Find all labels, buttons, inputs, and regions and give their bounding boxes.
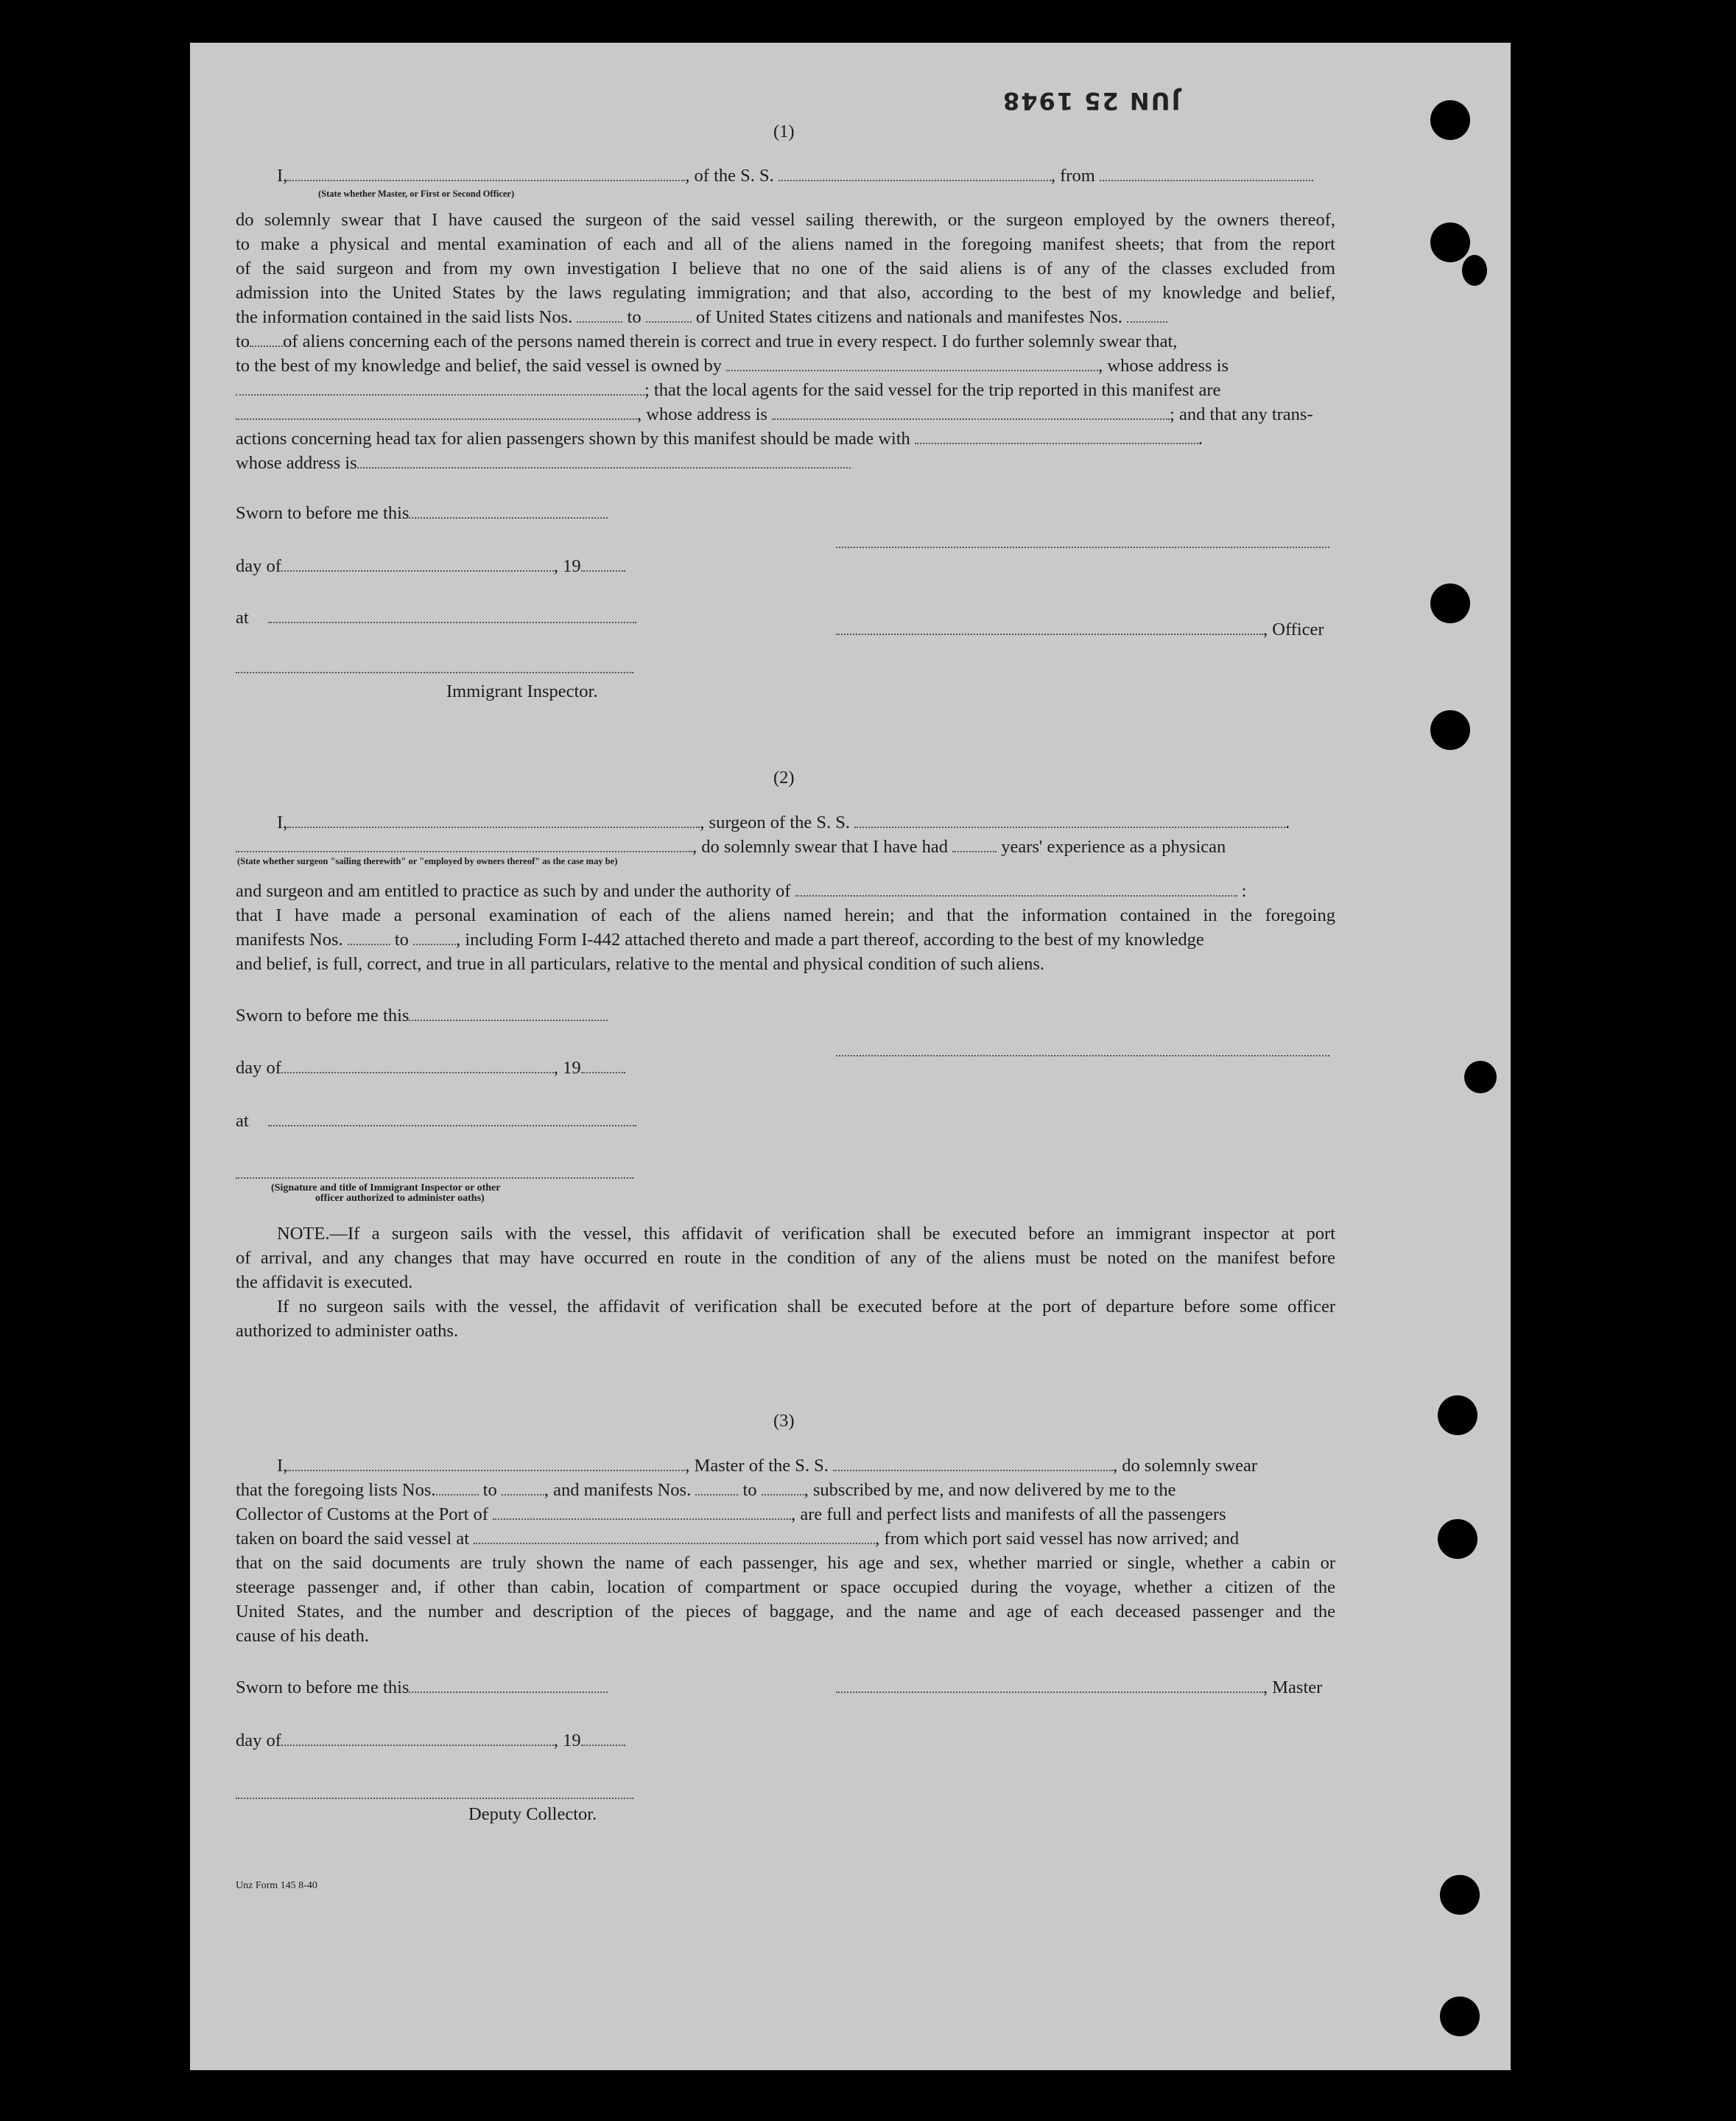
punch-hole <box>1430 710 1470 750</box>
s1-ss-label: , of the S. S. <box>685 166 774 186</box>
s1-officer-note: (State whether Master, or First or Second Officer) <box>318 189 515 199</box>
s1-text-line: do solemnly swear that I have caused the surgeon of the said vessel sailing therewith, or the surgeon employed by the owners thereof, <box>236 210 1335 230</box>
s3-deputy-label: Deputy Collector. <box>468 1804 597 1824</box>
s2-text-line: that I have made a personal examination of each of the aliens named herein; and that the information contained in the foregoing <box>236 905 1335 925</box>
s2-note-line: the affidavit is executed. <box>236 1272 413 1292</box>
date-stamp: JUN 25 1948 <box>1002 87 1181 115</box>
punch-hole <box>1440 1875 1480 1915</box>
s2-text-line: , including Form I-442 attached thereto and made a part thereof, according to the best of my knowledge <box>456 930 1204 950</box>
s3-text-line: United States, and the number and description of the pieces of baggage, and the name and age of each deceased passenger and the <box>236 1602 1335 1622</box>
s1-from-label: , from <box>1050 166 1095 186</box>
s1-at-label: at <box>236 608 249 628</box>
punch-hole <box>1438 1395 1477 1435</box>
punch-hole <box>1462 255 1487 286</box>
s2-surgeon-label: , surgeon of the S. S. <box>700 813 851 832</box>
s2-note-line: authorized to administer oaths. <box>236 1321 459 1341</box>
s1-text-line: of the said surgeon and from my own investigation I believe that no one of the said aliens is of any of the classes excluded from <box>236 259 1335 278</box>
punch-hole <box>1430 100 1470 140</box>
s3-port-label: Collector of Customs at the Port of <box>236 1504 488 1524</box>
s1-i-label: I, <box>277 166 288 186</box>
form-number: Unz Form 145 8-40 <box>236 1880 317 1891</box>
s1-text-line: the information contained in the said lists Nos. <box>236 307 573 327</box>
s3-dayof-label: day of <box>236 1731 281 1750</box>
s2-text-line: and belief, is full, correct, and true in all particulars, relative to the mental and physical condition of such aliens. <box>236 954 1045 974</box>
s2-surgeon-note: (State whether surgeon "sailing therewith" or "employed by owners thereof" as the case may be) <box>237 856 618 866</box>
s2-at-label: at <box>236 1111 249 1131</box>
s1-text-line: to make a physical and mental examination of each and all of the aliens named in the foregoing manifest sheets; that from the report <box>236 234 1335 254</box>
section-3-number: (3) <box>773 1411 795 1431</box>
s2-surgeon-signature-line <box>836 1055 1329 1056</box>
s3-taken-label: taken on board the said vessel at <box>236 1529 470 1549</box>
s2-authority-label: and surgeon and am entitled to practice as such by and under the authority of <box>236 881 791 901</box>
s1-text-line: of aliens concerning each of the persons named therein is correct and true in every respect. I do further solemnly swear that, <box>283 332 1178 351</box>
s3-master-label: , Master of the S. S. <box>685 1456 829 1476</box>
s2-inspector-signature-line <box>236 1177 633 1179</box>
s3-deputy-signature-line <box>236 1798 633 1799</box>
punch-hole <box>1440 1996 1480 2036</box>
section-1-number: (1) <box>773 122 795 141</box>
s2-dayof-label: day of <box>236 1058 281 1078</box>
s3-text-line: steerage passenger and, if other than cabin, location of compartment or space occupied during the voyage, whether a citizen of the <box>236 1577 1335 1597</box>
s2-experience-label: , do solemnly swear that I have had <box>692 837 948 857</box>
s1-dayof-label: day of <box>236 556 281 576</box>
s1-officer-signature-line <box>836 547 1329 548</box>
punch-hole <box>1430 222 1470 262</box>
s2-signature-note: (Signature and title of Immigrant Inspector or other <box>271 1182 501 1193</box>
s2-note-line: NOTE.—If a surgeon sails with the vessel, this affidavit of verification shall be executed before an immigrant inspector at port <box>277 1224 1335 1244</box>
section-2-number: (2) <box>773 768 795 788</box>
s3-text-line: cause of his death. <box>236 1626 369 1646</box>
s3-text-line: that on the said documents are truly shown the name of each passenger, his age and sex, whether married or single, whether a cabin or <box>236 1553 1335 1573</box>
s1-text-line: admission into the United States by the laws regulating immigration; and that also, according to the best of my knowledge and belief, <box>236 283 1335 303</box>
s1-inspector-signature-line <box>236 672 633 673</box>
s1-agents-label: ; that the local agents for the said vessel for the trip reported in this manifest are <box>644 380 1221 400</box>
s3-text-line: , subscribed by me, and now delivered by me to the <box>804 1480 1176 1500</box>
s2-note-line: If no surgeon sails with the vessel, the affidavit of verification shall be executed before at the port of departure before some officer <box>277 1297 1335 1317</box>
punch-hole <box>1464 1061 1497 1093</box>
s1-sworn-label: Sworn to before me this <box>236 503 410 523</box>
s3-sworn-label: Sworn to before me this <box>236 1677 410 1697</box>
s2-sworn-label: Sworn to before me this <box>236 1006 410 1026</box>
punch-hole <box>1430 583 1470 623</box>
s1-owner-label: to the best of my knowledge and belief, the said vessel is owned by <box>236 356 722 376</box>
s1-headtax-label: actions concerning head tax for alien passengers shown by this manifest should be made with <box>236 429 910 449</box>
s3-master-signature-label: , Master <box>1263 1677 1323 1697</box>
s1-inspector-label: Immigrant Inspector. <box>446 681 598 701</box>
punch-hole <box>1438 1519 1477 1559</box>
s2-note-line: of arrival, and any changes that may have occurred en route in the condition of any of the aliens must be noted on the manifest before <box>236 1248 1335 1268</box>
s1-officer-label: , Officer <box>1263 620 1324 639</box>
s2-signature-note: officer authorized to administer oaths) <box>315 1193 485 1204</box>
